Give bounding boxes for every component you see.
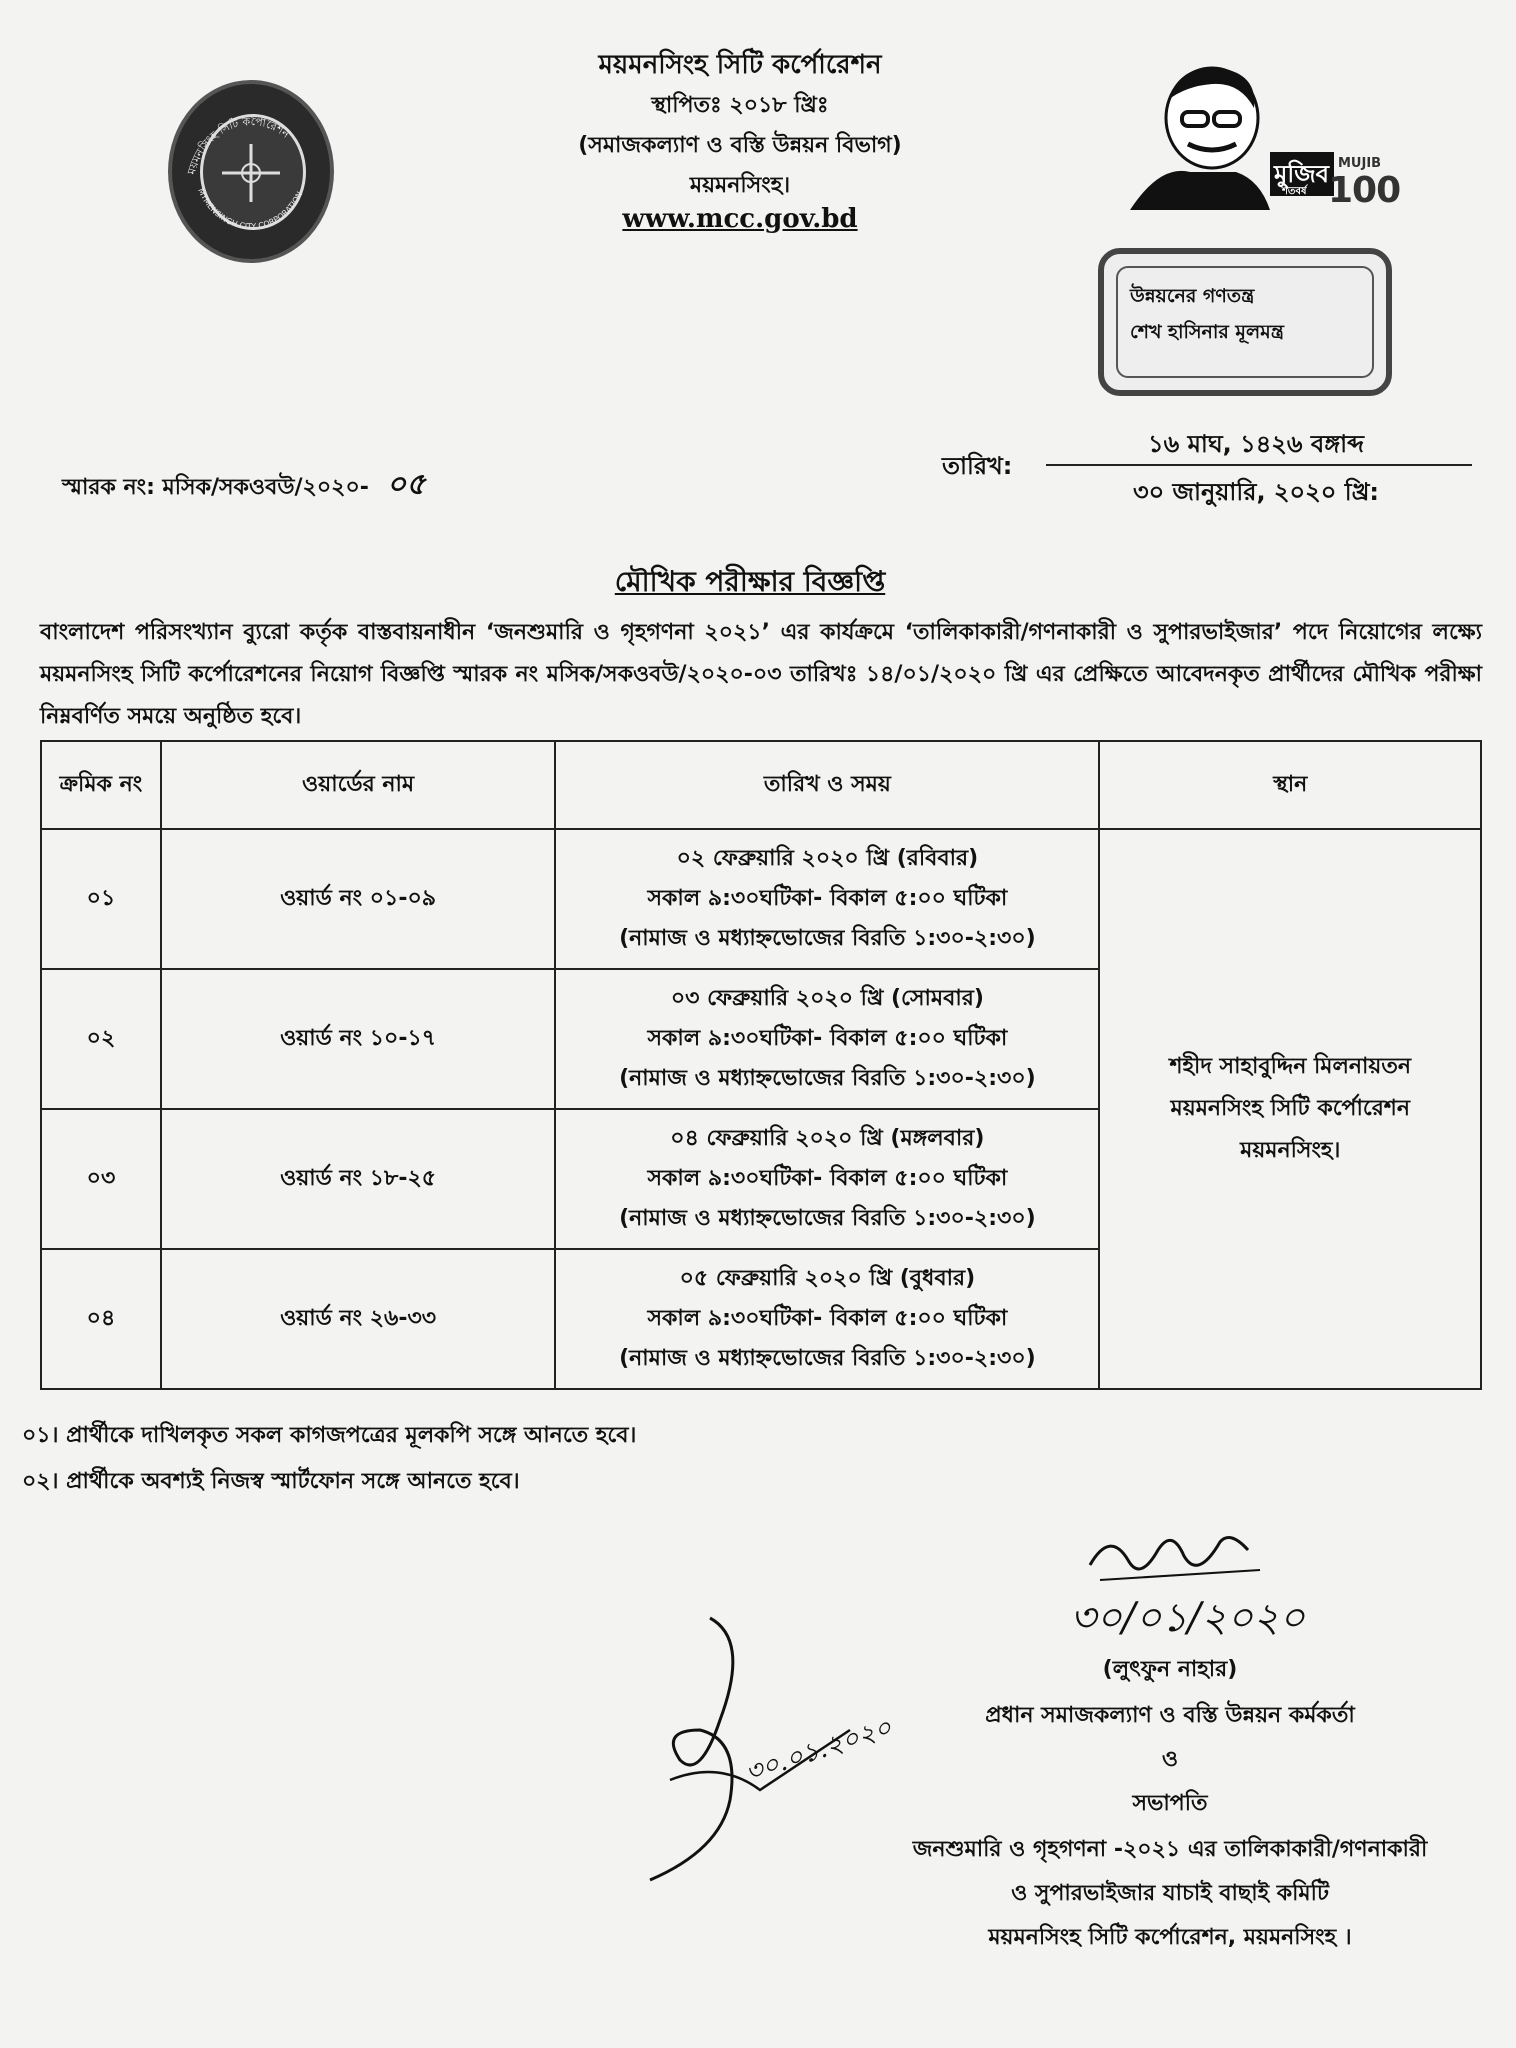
header-ward: ওয়ার্ডের নাম	[161, 741, 555, 829]
seal-ring-svg	[172, 84, 330, 259]
venue-line-3: ময়মনসিংহ।	[1240, 1138, 1341, 1163]
mujib-100-logo	[1120, 60, 1401, 220]
mujib-en-text: MUJIB	[1338, 156, 1382, 171]
row-break: (নামাজ ও মধ্যাহ্নভোজের বিরতি ১:৩০-২:৩০)	[619, 1066, 1036, 1091]
row-ward: ওয়ার্ড নং ২৬-৩৩	[161, 1249, 555, 1389]
notice-title: মৌখিক পরীক্ষার বিজ্ঞপ্তি	[614, 565, 886, 598]
mujib-sub-text: শতবর্ষ	[1282, 186, 1307, 197]
city-corporation-seal	[168, 80, 334, 263]
slogan-stamp	[1098, 248, 1392, 396]
signatory-designation: প্রধান সমাজকল্যাণ ও বস্তি উন্নয়ন কর্মকর্তা	[985, 1703, 1355, 1728]
mujib-text: মুজিব	[1274, 160, 1330, 188]
header-serial: ক্রমিক নং	[41, 741, 161, 829]
row-datetime	[555, 829, 1099, 969]
signature-right-mark	[1080, 1520, 1280, 1590]
committee-line-2: ও সুপারভাইজার যাচাই বাছাই কমিটি	[1011, 1881, 1329, 1906]
committee-line-1: জনশুমারি ও গৃহগণনা -২০২১ এর তালিকাকারী/গণনাকারী	[912, 1837, 1428, 1862]
org-name: ময়মনসিংহ সিটি কর্পোরেশন	[598, 50, 882, 80]
row-date: ০৫ ফেব্রুয়ারি ২০২০ খ্রি (বুধবার)	[679, 1266, 976, 1291]
signatory-name: (লুৎফুন নাহার)	[1102, 1657, 1238, 1682]
schedule-table	[40, 740, 1482, 1390]
seal-ring-text-en: MYMENSINGH CITY CORPORATION	[196, 186, 305, 232]
notice-body: বাংলাদেশ পরিসংখ্যান ব্যুরো কর্তৃক বাস্তবায়নাধীন ‘জনশুমারি ও গৃহগণনা ২০২১’ এর কার্যক্রমে ‘তালিকাকারী/গণনাকারী ও সুপারভাইজার’ পদে নিয়োগের লক্ষ্যে ময়মনসিংহ সিটি কর্পোরেশনের নিয়োগ বিজ্ঞপ্তি স্মারক নং মসিক/সকওবউ/২০২০-০৩ তারিখঃ ১৪/০১/২০২০ খ্রি এর প্রেক্ষিতে আবেদনকৃত প্রার্থীদের মৌখিক পরীক্ষা নিম্নবর্ণিত সময়ে অনুষ্ঠিত হবে।	[40, 620, 1482, 729]
mujib-100-text: 100	[1328, 170, 1401, 211]
row-time: সকাল ৯:৩০ঘটিকা- বিকাল ৫:০০ ঘটিকা	[647, 1026, 1008, 1051]
website-link[interactable]: www.mcc.gov.bd	[622, 204, 858, 234]
signature-date-right: ৩০/০১/২০২০	[1070, 1595, 1305, 1641]
row-datetime	[555, 1249, 1099, 1389]
established-text: স্থাপিতঃ ২০১৮ খ্রিঃ	[651, 93, 829, 118]
header-datetime: তারিখ ও সময়	[555, 741, 1099, 829]
row-break: (নামাজ ও মধ্যাহ্নভোজের বিরতি ১:৩০-২:৩০)	[619, 926, 1036, 951]
row-serial: ০৪	[41, 1249, 161, 1389]
header-venue: স্থান	[1099, 741, 1481, 829]
note-item: ০২। প্রার্থীকে অবশ্যই নিজস্ব স্মার্টফোন সঙ্গে আনতে হবে।	[22, 1469, 520, 1494]
row-ward: ওয়ার্ড নং ০১-০৯	[161, 829, 555, 969]
signature-date-left: ৩০.০১.২০২০	[741, 1712, 896, 1789]
department-text: (সমাজকল্যাণ ও বস্তি উন্নয়ন বিভাগ)	[578, 133, 902, 158]
row-date: ০৩ ফেব্রুয়ারি ২০২০ খ্রি (সোমবার)	[670, 986, 984, 1011]
row-time: সকাল ৯:৩০ঘটিকা- বিকাল ৫:০০ ঘটিকা	[647, 886, 1008, 911]
memo-handwritten-number: ০৫	[386, 467, 426, 502]
row-date: ০২ ফেব্রুয়ারি ২০২০ খ্রি (রবিবার)	[676, 846, 979, 871]
row-time: সকাল ৯:৩০ঘটিকা- বিকাল ৫:০০ ঘটিকা	[647, 1166, 1008, 1191]
row-ward: ওয়ার্ড নং ১৮-২৫	[161, 1109, 555, 1249]
row-serial: ০৩	[41, 1109, 161, 1249]
signatory-role: সভাপতি	[1132, 1791, 1208, 1816]
date-bangla: ১৬ মাঘ, ১৪২৬ বঙ্গাব্দ	[1148, 430, 1364, 458]
row-time: সকাল ৯:৩০ঘটিকা- বিকাল ৫:০০ ঘটিকা	[647, 1306, 1008, 1331]
memo-number	[62, 460, 426, 511]
city-text: ময়মনসিংহ।	[689, 173, 791, 198]
row-ward: ওয়ার্ড নং ১০-১৭	[161, 969, 555, 1109]
row-date: ০৪ ফেব্রুয়ারি ২০২০ খ্রি (মঙ্গলবার)	[670, 1126, 985, 1151]
row-serial: ০২	[41, 969, 161, 1109]
date-label: তারিখ:	[942, 452, 1013, 480]
note-item: ০১। প্রার্থীকে দাখিলকৃত সকল কাগজপত্রের মূলকপি সঙ্গে আনতে হবে।	[22, 1423, 637, 1448]
row-serial: ০১	[41, 829, 161, 969]
table-row	[41, 829, 1481, 969]
row-break: (নামাজ ও মধ্যাহ্নভোজের বিরতি ১:৩০-২:৩০)	[619, 1206, 1036, 1231]
venue-cell	[1099, 829, 1481, 1389]
row-datetime	[555, 1109, 1099, 1249]
slogan-line-2: শেখ হাসিনার মূলমন্ত্র	[1130, 321, 1284, 343]
row-break: (নামাজ ও মধ্যাহ্নভোজের বিরতি ১:৩০-২:৩০)	[619, 1346, 1036, 1371]
slogan-line-1: উন্নয়নের গণতন্ত্র	[1130, 285, 1255, 307]
date-divider	[1046, 464, 1472, 466]
date-english: ৩০ জানুয়ারি, ২০২০ খ্রি:	[1132, 478, 1380, 506]
signatory-and: ও	[1161, 1747, 1179, 1772]
row-datetime	[555, 969, 1099, 1109]
venue-line-2: ময়মনসিংহ সিটি কর্পোরেশন	[1170, 1096, 1410, 1121]
committee-line-3: ময়মনসিংহ সিটি কর্পোরেশন, ময়মনসিংহ ।	[988, 1925, 1352, 1950]
venue-line-1: শহীদ সাহাবুদ্দিন মিলনায়তন	[1169, 1054, 1412, 1079]
table-header-row	[41, 741, 1481, 829]
seal-ring-text-bn: ময়মনসিংহ সিটি কর্পোরেশন	[185, 114, 292, 176]
memo-label: স্মারক নং: মসিক/সকওবউ/২০২০-	[62, 475, 369, 500]
